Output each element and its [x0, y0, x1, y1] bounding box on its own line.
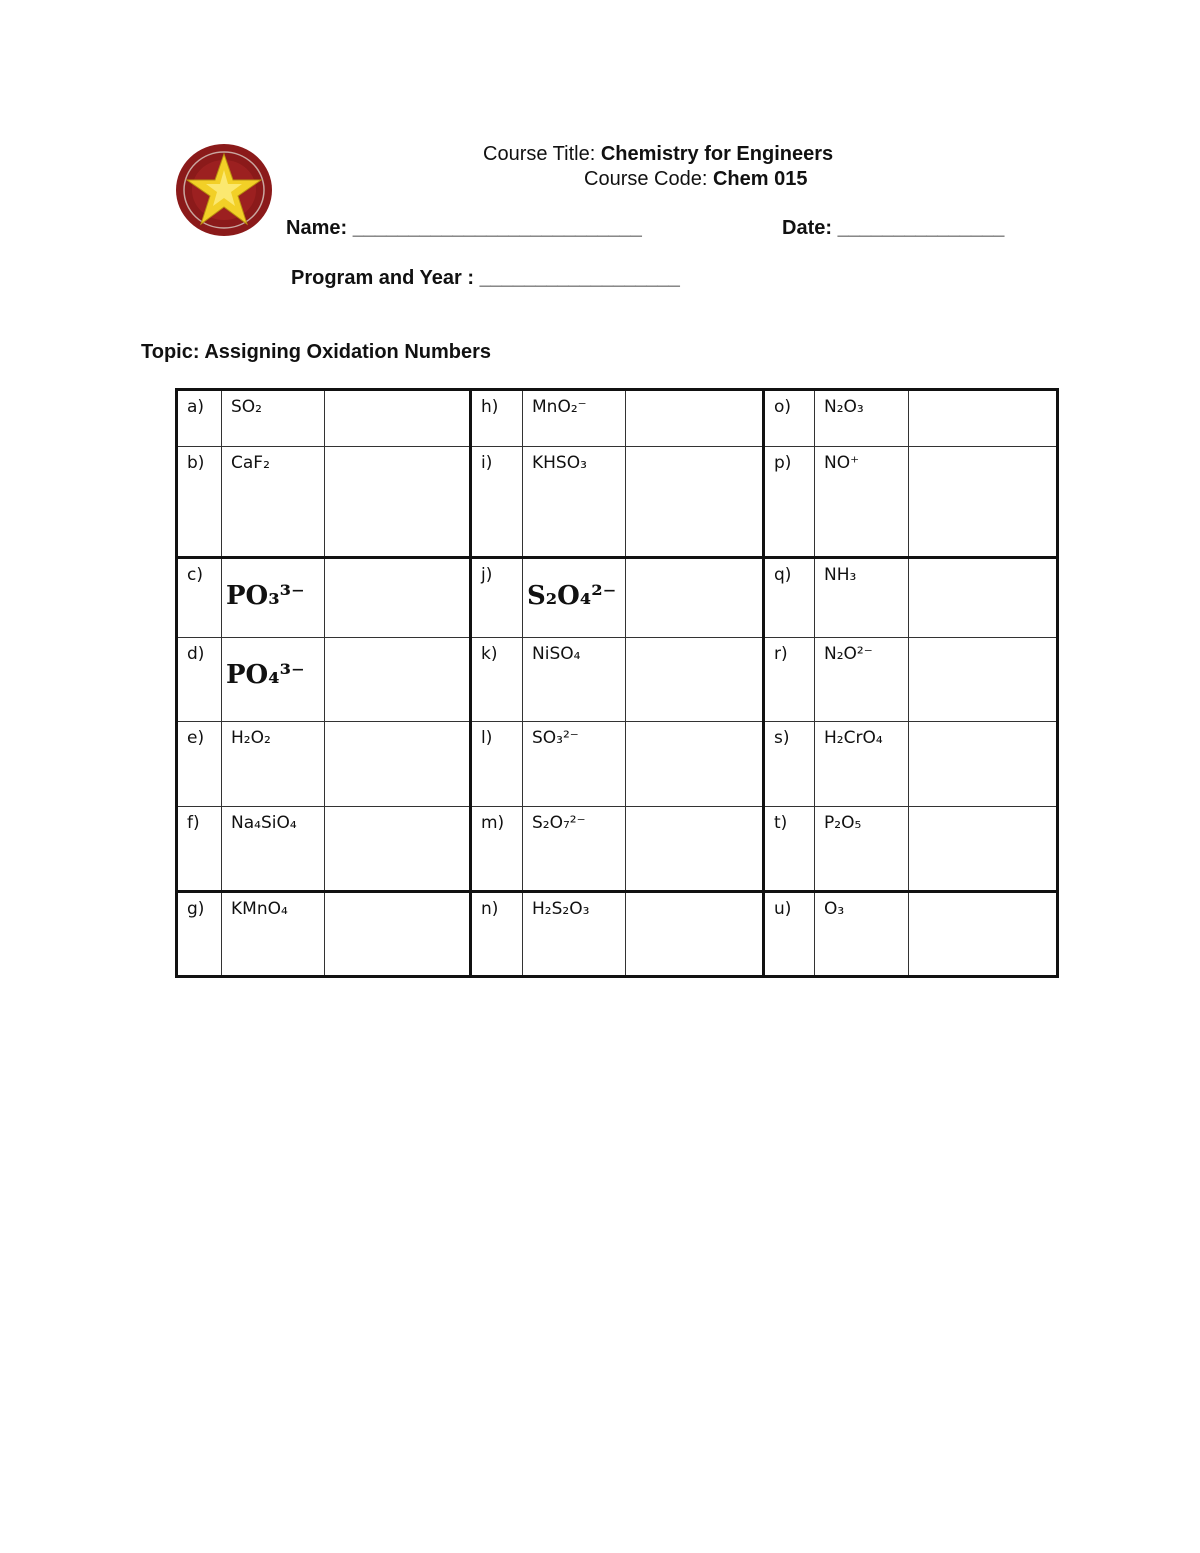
- course-title-label: Course Title:: [483, 143, 596, 165]
- answer-cell[interactable]: [909, 558, 1058, 638]
- item-label: b): [177, 447, 222, 558]
- item-label: h): [471, 390, 523, 447]
- answer-cell[interactable]: [626, 722, 764, 807]
- formula-cell: H₂O₂: [222, 722, 325, 807]
- item-label: g): [177, 892, 222, 977]
- date-field[interactable]: [782, 217, 1004, 240]
- answer-cell[interactable]: [626, 390, 764, 447]
- table-row: [177, 807, 1058, 892]
- formula-cell: KHSO₃: [523, 447, 626, 558]
- formula-cell: MnO₂⁻: [523, 390, 626, 447]
- answer-cell[interactable]: [325, 892, 471, 977]
- table-row: [177, 892, 1058, 977]
- item-label: s): [764, 722, 815, 807]
- name-field[interactable]: [286, 217, 642, 240]
- table-row: [177, 558, 1058, 638]
- item-label: m): [471, 807, 523, 892]
- answer-cell[interactable]: [626, 558, 764, 638]
- table-row: [177, 390, 1058, 447]
- formula-cell: NO⁺: [815, 447, 909, 558]
- item-label: c): [177, 558, 222, 638]
- answer-cell[interactable]: [909, 638, 1058, 722]
- formula-cell: SO₂: [222, 390, 325, 447]
- item-label: l): [471, 722, 523, 807]
- table-row: [177, 638, 1058, 722]
- course-code: [584, 168, 807, 191]
- handwritten-formula: S₂O₄²⁻: [523, 558, 626, 638]
- item-label: j): [471, 558, 523, 638]
- answer-cell[interactable]: [325, 807, 471, 892]
- answer-cell[interactable]: [325, 722, 471, 807]
- item-label: q): [764, 558, 815, 638]
- formula-cell: P₂O₅: [815, 807, 909, 892]
- answer-cell[interactable]: [325, 447, 471, 558]
- table-row: [177, 447, 1058, 558]
- course-code-value: Chem 015: [712, 168, 808, 190]
- formula-cell: O₃: [815, 892, 909, 977]
- formula-cell: NiSO₄: [523, 638, 626, 722]
- item-label: u): [764, 892, 815, 977]
- answer-cell[interactable]: [626, 807, 764, 892]
- answer-cell[interactable]: [626, 892, 764, 977]
- answer-cell[interactable]: [626, 638, 764, 722]
- answer-cell[interactable]: [325, 558, 471, 638]
- formula-cell: S₂O₇²⁻: [523, 807, 626, 892]
- item-label: d): [177, 638, 222, 722]
- handwritten-formula: PO₃³⁻: [222, 558, 325, 638]
- formula-cell: SO₃²⁻: [523, 722, 626, 807]
- formula-cell: CaF₂: [222, 447, 325, 558]
- item-label: n): [471, 892, 523, 977]
- answer-cell[interactable]: [909, 722, 1058, 807]
- course-title: [483, 143, 833, 166]
- answer-cell[interactable]: [909, 892, 1058, 977]
- formula-cell: H₂S₂O₃: [523, 892, 626, 977]
- item-label: e): [177, 722, 222, 807]
- name-label: Name:: [286, 217, 348, 239]
- answer-cell[interactable]: [909, 447, 1058, 558]
- answer-cell[interactable]: [909, 807, 1058, 892]
- item-label: i): [471, 447, 523, 558]
- date-blank[interactable]: _______________: [837, 217, 1005, 239]
- name-blank[interactable]: __________________________: [352, 217, 642, 239]
- program-year-label: Program and Year :: [291, 267, 475, 289]
- answer-cell[interactable]: [909, 390, 1058, 447]
- table-row: [177, 722, 1058, 807]
- program-year-field[interactable]: [291, 267, 680, 290]
- item-label: r): [764, 638, 815, 722]
- course-code-label: Course Code:: [584, 168, 708, 190]
- formula-cell: Na₄SiO₄: [222, 807, 325, 892]
- item-label: a): [177, 390, 222, 447]
- item-label: k): [471, 638, 523, 722]
- answer-cell[interactable]: [325, 390, 471, 447]
- university-seal-icon: [174, 142, 274, 238]
- oxidation-table: [175, 388, 1059, 978]
- formula-cell: NH₃: [815, 558, 909, 638]
- item-label: p): [764, 447, 815, 558]
- program-year-blank[interactable]: __________________: [479, 267, 680, 289]
- formula-cell: H₂CrO₄: [815, 722, 909, 807]
- item-label: t): [764, 807, 815, 892]
- answer-cell[interactable]: [626, 447, 764, 558]
- answer-cell[interactable]: [325, 638, 471, 722]
- formula-cell: N₂O²⁻: [815, 638, 909, 722]
- date-label: Date:: [782, 217, 833, 239]
- topic-heading: Topic: Assigning Oxidation Numbers: [141, 341, 492, 363]
- handwritten-formula: PO₄³⁻: [222, 638, 325, 722]
- formula-cell: N₂O₃: [815, 390, 909, 447]
- formula-cell: KMnO₄: [222, 892, 325, 977]
- course-title-value: Chemistry for Engineers: [600, 143, 834, 165]
- item-label: o): [764, 390, 815, 447]
- item-label: f): [177, 807, 222, 892]
